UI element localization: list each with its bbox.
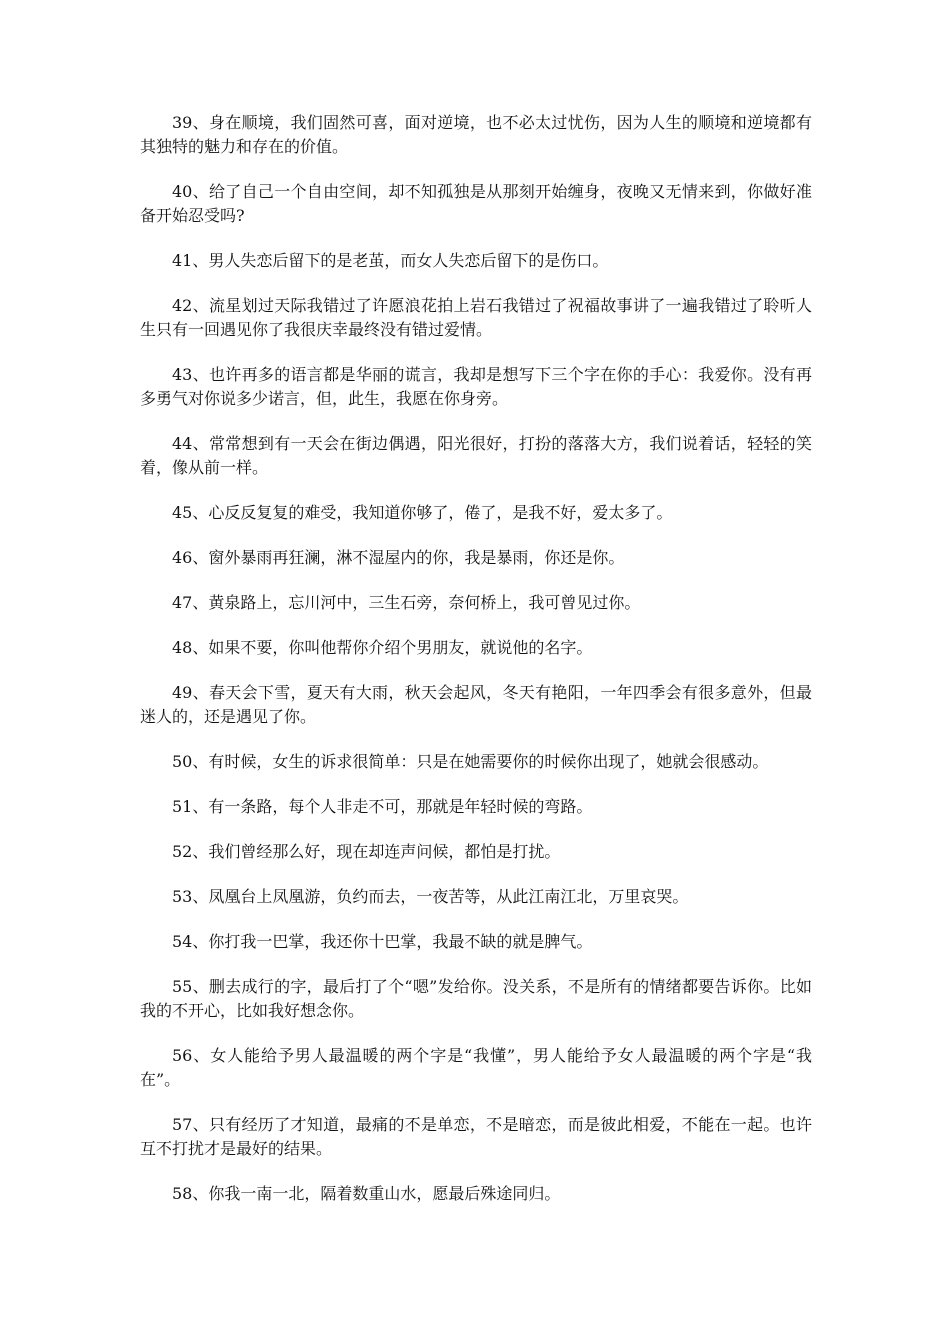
paragraph-48: 48、如果不要，你叫他帮你介绍个男朋友，就说他的名字。 [172, 638, 593, 657]
paragraph-58: 58、你我一南一北，隔着数重山水，愿最后殊途同归。 [172, 1184, 561, 1203]
paragraph-39: 39、身在顺境，我们固然可喜，面对逆境，也不必太过忧伤，因为人生的顺境和逆境都有其独特的魅力和存在的价值。 [140, 113, 812, 156]
paragraph-50: 50、有时候，女生的诉求很简单：只是在她需要你的时候你出现了，她就会很感动。 [172, 752, 769, 771]
paragraph-55: 55、删去成行的字，最后打了个“嗯”发给你。没关系，不是所有的情绪都要告诉你。比如我的不开心，比如我好想念你。 [140, 977, 812, 1020]
paragraph-41: 41、男人失恋后留下的是老茧，而女人失恋后留下的是伤口。 [172, 251, 609, 270]
paragraph-42: 42、流星划过天际我错过了许愿浪花拍上岩石我错过了祝福故事讲了一遍我错过了聆听人生只有一回遇见你了我很庆幸最终没有错过爱情。 [140, 296, 812, 339]
paragraph-53: 53、凤凰台上凤凰游，负约而去，一夜苦等，从此江南江北，万里哀哭。 [172, 887, 689, 906]
paragraph-40: 40、给了自己一个自由空间，却不知孤独是从那刻开始缠身，夜晚又无情来到，你做好准备开始忍受吗? [140, 182, 812, 225]
paragraph-51: 51、有一条路，每个人非走不可，那就是年轻时候的弯路。 [172, 797, 593, 816]
paragraph-56: 56、女人能给予男人最温暖的两个字是“我懂”，男人能给予女人最温暖的两个字是“我在”。 [140, 1046, 812, 1089]
paragraph-45: 45、心反反复复的难受，我知道你够了，倦了，是我不好，爱太多了。 [172, 503, 673, 522]
paragraph-44: 44、常常想到有一天会在街边偶遇，阳光很好，打扮的落落大方，我们说着话，轻轻的笑着，像从前一样。 [140, 434, 812, 477]
paragraph-54: 54、你打我一巴掌，我还你十巴掌，我最不缺的就是脾气。 [172, 932, 593, 951]
paragraph-43: 43、也许再多的语言都是华丽的谎言，我却是想写下三个字在你的手心：我爱你。没有再多勇气对你说多少诺言，但，此生，我愿在你身旁。 [140, 365, 812, 408]
paragraph-57: 57、只有经历了才知道，最痛的不是单恋，不是暗恋，而是彼此相爱，不能在一起。也许互不打扰才是最好的结果。 [140, 1115, 812, 1158]
paragraph-47: 47、黄泉路上，忘川河中，三生石旁，奈何桥上，我可曾见过你。 [172, 593, 641, 612]
paragraph-46: 46、窗外暴雨再狂澜，淋不湿屋内的你，我是暴雨，你还是你。 [172, 548, 625, 567]
document-page [140, 111, 812, 1227]
paragraph-49: 49、春天会下雪，夏天有大雨，秋天会起风，冬天有艳阳，一年四季会有很多意外，但最迷人的，还是遇见了你。 [140, 683, 812, 726]
paragraph-52: 52、我们曾经那么好，现在却连声问候，都怕是打扰。 [172, 842, 561, 861]
